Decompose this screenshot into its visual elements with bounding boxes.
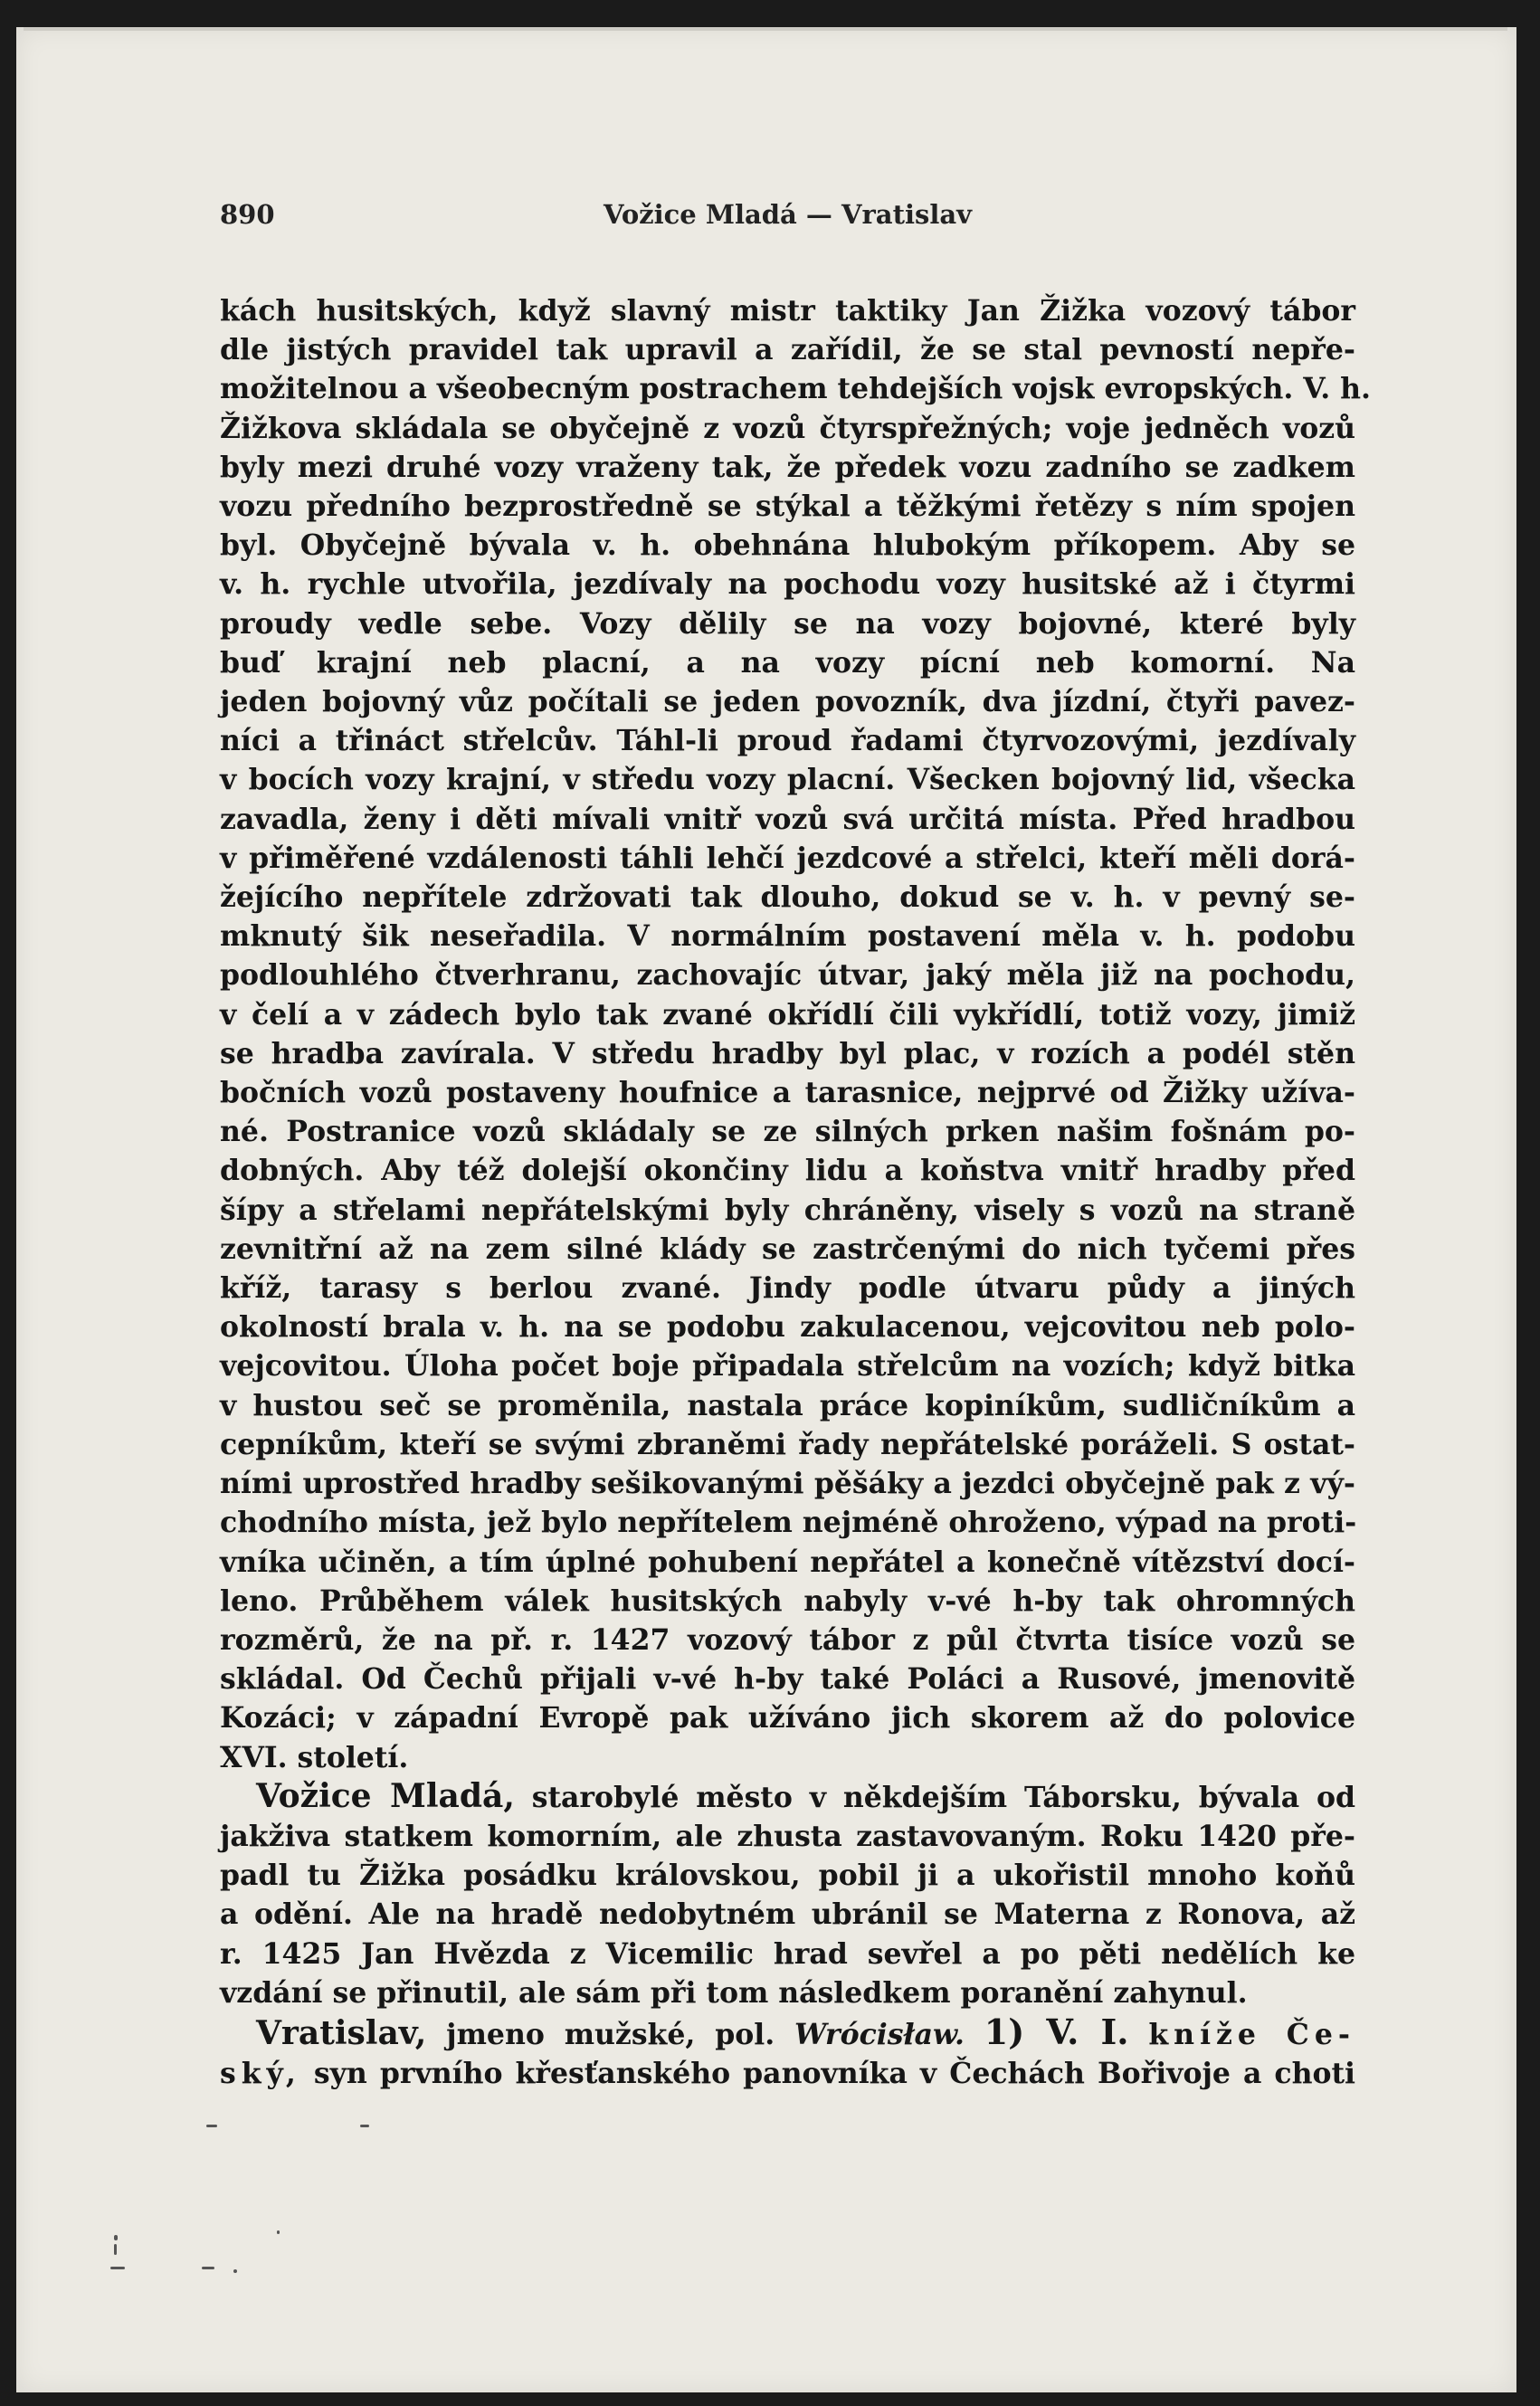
text-line: chodního místa, jež bylo nepřítelem nejméně ohroženo, výpad na proti- [220,1506,1357,1540]
ink-speck [360,2125,369,2127]
text-line: šípy a střelami nepřátelskými byly chráněny, visely s vozů na straně [220,1193,1355,1227]
text-line: XVI. století. [220,1740,409,1774]
page-header [220,199,1355,235]
text-line: buď krajní neb placní, a na vozy pícní neb komorní. Na [220,645,1355,680]
text-line: a odění. Ale na hradě nedobytném ubránil se Materna z Ronova, až [220,1897,1355,1932]
text-line: proudy vedle sebe. Vozy dělily se na vozy bojovné, které byly [220,606,1355,641]
ink-speck [114,2235,118,2240]
text-line: r. 1425 Jan Hvězda z Vicemilic hrad sevřel a po pěti nedělích ke [220,1936,1355,1971]
text-line: vníka učiněn, a tím úplné pohubení nepřátel a konečně vítězství docí- [220,1545,1355,1579]
text-line: rozměrů, že na př. r. 1427 vozový tábor z půl čtvrta tisíce vozů se [220,1622,1355,1657]
text-line: vejcovitou. Úloha počet boje připadala střelcům na vozích; když bitka [220,1349,1355,1384]
text-line: v hustou seč se proměnila, nastala práce kopiníkům, sudličníkům a [220,1388,1355,1422]
text-line: bočních vozů postaveny houfnice a tarasnice, nejprvé od Žižky užíva- [220,1076,1355,1110]
ink-speck [233,2269,237,2273]
text-line: kříž, tarasy s berlou zvané. Jindy podle útvaru půdy a jiných [220,1271,1355,1306]
ink-speck [206,2125,217,2127]
text-segment: syn prvního křesťanského panovníka v Čechách Bořivoje a choti [313,2057,1355,2091]
text-line: okolností brala v. h. na se podobu zakulacenou, vejcovitou neb polo- [220,1310,1355,1345]
text-line: leno. Průběhem válek husitských nabyly v-vé h-by tak ohromných [220,1583,1355,1618]
running-title: Vožice Mladá — Vratislav [603,199,972,230]
text-line: v čelí a v zádech bylo tak zvané okřídlí čili vykřídlí, totiž vozy, jimiž [220,997,1355,1032]
text-line: né. Postranice vozů skládaly se ze silných prken našim fošnám po- [220,1115,1355,1149]
text-line: padl tu Žižka posádku královskou, pobil ji a ukořistil mnoho koňů [220,1859,1355,1893]
entry-first-line [220,1777,1355,1817]
text-line: jeden bojovný vůz počítali se jeden povozník, dva jízdní, čtyři pavez- [220,685,1355,719]
text-line: dle jistých pravidel tak upravil a zařídil, že se stal pevností nepře- [220,333,1355,367]
entry-first-line [220,2012,1355,2054]
text-line: vozu předního bezprostředně se stýkal a těžkými řetězy s ním spojen [220,490,1355,524]
text-line: zevnitřní až na zem silné klády se zastrčenými do nich tyčemi přes [220,1232,1355,1266]
text-line: mknutý šik neseřadila. V normálním postavení měla v. h. podobu [220,919,1355,954]
text-line: podlouhlého čtverhranu, zachovajíc útvar, jaký měla již na pochodu, [220,958,1355,993]
spaced-title: kníže Če- [1148,2017,1355,2051]
text-segment: jmeno mužské, pol. [446,2017,775,2051]
entry-headword: Vožice Mladá, [256,1776,515,1815]
page-edge [24,27,1507,31]
spaced-title-cont: ský, [220,2057,301,2091]
text-line: Žižkova skládala se obyčejně z vozů čtyrspřežných; voje jedněch vozů [220,411,1355,445]
ink-speck [277,2230,280,2234]
text-line: žejícího nepřítele zdržovati tak dlouho, dokud se v. h. v pevný se- [220,880,1355,915]
text-line: možitelnou a všeobecným postrachem tehdejších vojsk evropských. V. h. [220,372,1372,406]
page-number: 890 [220,199,275,230]
book-page [16,27,1516,2392]
text-line: kách husitských, když slavný mistr taktiky Jan Žižka vozový tábor [220,294,1355,328]
entry-second-line [220,2054,1355,2093]
text-line: Kozáci; v západní Evropě pak užíváno jich skorem až do polovice [220,1701,1355,1736]
body-text [220,291,1372,2093]
text-line: v přiměřené vzdálenosti táhli lehčí jezdcové a střelci, kteří měli dorá- [220,841,1355,875]
text-line: zavadla, ženy i děti mívali vnitř vozů svá určitá místa. Před hradbou [220,802,1355,836]
ink-speck [202,2267,214,2269]
ink-speck [114,2244,117,2255]
text-line: v. h. rychle utvořila, jezdívaly na pochodu vozy husitské až i čtyrmi [220,567,1355,602]
text-line: níci a třináct střelcův. Táhl-li proud řadami čtyrvozovými, jezdívaly [220,724,1355,758]
text-line: ními uprostřed hradby sešikovanými pěšáky a jezdci obyčejně pak z vý- [220,1467,1355,1501]
polish-name: Wrócisław. [794,2017,965,2051]
text-line: vzdání se přinutil, ale sám při tom následkem poranění zahynul. [220,1975,1248,2010]
sense-number: 1) V. I. [984,2011,1129,2052]
text-line: dobných. Aby též dolejší okončiny lidu a koňstva vnitř hradby před [220,1154,1355,1188]
text-segment: starobylé město v někdejším Táborsku, bývala od [531,1780,1355,1814]
paragraph-vozova-hradba [220,291,1372,1777]
text-line: byly mezi druhé vozy vraženy tak, že předek vozu zadního se zadkem [220,450,1355,484]
text-line: v bocích vozy krajní, v středu vozy placní. Všecken bojovný lid, všecka [220,763,1355,797]
entry-headword: Vratislav, [256,2013,427,2052]
entry-vratislav [220,2012,1355,2093]
text-line: se hradba zavírala. V středu hradby byl plac, v rozích a podél stěn [220,1036,1355,1070]
text-line: jakživa statkem komorním, ale zhusta zastavovaným. Roku 1420 pře- [220,1819,1355,1853]
text-line: cepníkům, kteří se svými zbraněmi řady nepřátelské poráželi. S ostat- [220,1427,1355,1461]
entry-vozice-mlada [220,1777,1355,2012]
text-line: skládal. Od Čechů přijali v-vé h-by také Poláci a Rusové, jmenovitě [220,1662,1355,1697]
ink-speck [110,2267,125,2269]
text-line: byl. Obyčejně bývala v. h. obehnána hlubokým příkopem. Aby se [220,528,1355,563]
